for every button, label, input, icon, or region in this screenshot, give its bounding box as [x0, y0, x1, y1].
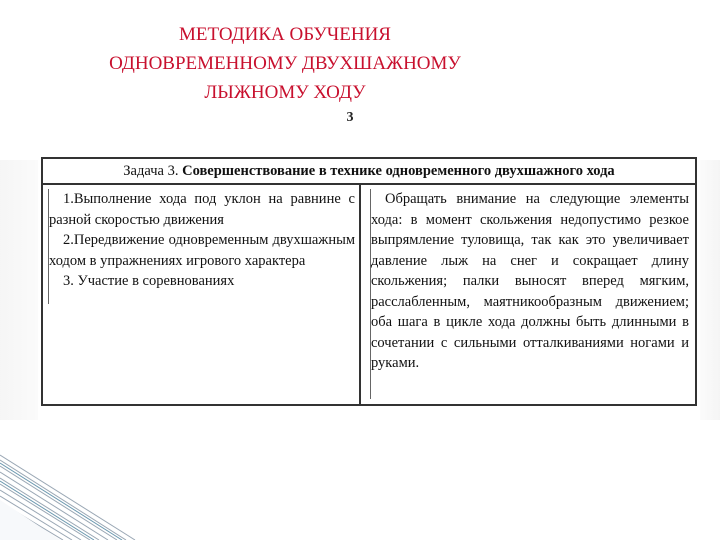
- exercise-item-2: 2.Передвижение одновременным двухшажным ходом в упражнениях игрового характера: [49, 232, 355, 269]
- title-line-3: ЛЫЖНОМУ ХОДУ: [204, 82, 366, 103]
- exercise-item-1: 1.Выполнение хода под уклон на равнине с разной скоростью движения: [49, 191, 355, 228]
- guidance-column: [361, 185, 695, 404]
- inner-right-rule: [370, 189, 371, 399]
- task-table: [41, 157, 697, 406]
- header-bold-text: Совершенствование в технике одновременного двухшажного хода: [182, 162, 615, 179]
- inner-left-rule: [48, 189, 49, 304]
- table-header: [43, 159, 695, 185]
- slide-title: [70, 20, 500, 107]
- exercises-column: [43, 185, 361, 404]
- table-body: [43, 185, 695, 404]
- header-prefix: Задача 3.: [123, 162, 183, 179]
- left-shadow-decoration: [0, 160, 38, 420]
- title-line-1: МЕТОДИКА ОБУЧЕНИЯ: [179, 24, 391, 45]
- guidance-text: Обращать внимание на следующие элементы хода: в момент скольжения недопустимо резкое выпрямление туловища, так как это увеличивает давление лыж на снег и сокращает длину скольжения; палки выносят вперед мягким, расслабленным, маятникообразным движением; оба шага в цикле хода должны быть длинными в сочетании с сильными отталкиваниями ногами и руками.: [371, 191, 689, 371]
- slide-subnumber: 3: [346, 110, 354, 125]
- title-line-2: ОДНОВРЕМЕННОМУ ДВУХШАЖНОМУ: [109, 53, 461, 74]
- exercise-item-3: 3. Участие в соревнованиях: [63, 273, 235, 289]
- right-shadow-decoration: [700, 160, 720, 420]
